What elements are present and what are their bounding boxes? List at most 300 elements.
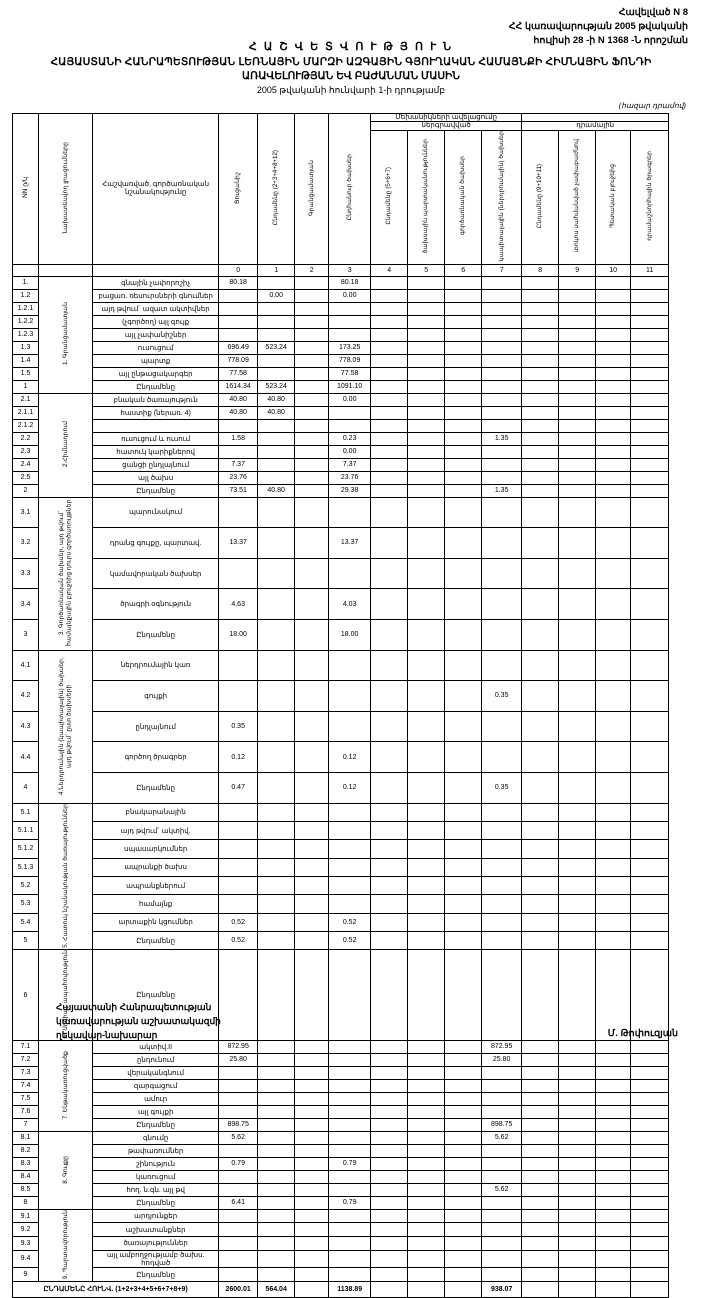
cell-col-6 [445,1237,482,1251]
cell-col-6 [445,895,482,913]
cell-col-9 [559,803,596,821]
cell-col-8 [522,772,559,803]
cell-col-3 [329,1183,371,1196]
cell-col-9 [559,419,596,432]
row-label: հաստիք (ներառ. 4) [93,406,219,419]
row-label: շինություն [93,1157,219,1170]
cell-col-1 [258,1250,295,1268]
cell-col-8 [522,1196,559,1209]
row-number: 2 [13,484,39,497]
cell-col-1 [258,302,295,315]
table-row [13,315,669,328]
cell-col-0 [219,328,258,341]
cell-col-6 [445,1079,482,1092]
cell-col-4 [371,484,408,497]
row-label: Ընդամենը [93,1268,219,1282]
cell-col-5 [408,328,445,341]
cell-col-8 [522,406,559,419]
cell-col-5 [408,432,445,445]
cell-col-3: 0.00 [329,445,371,458]
row-number: 3.2 [13,528,39,559]
cell-col-6 [445,393,482,406]
unit-note: (հազար դրամով) [618,101,686,110]
col-header-4: Ընդամենը (5+6+7) [385,167,393,225]
table-row [13,1250,669,1268]
cell-col-10 [596,432,631,445]
cell-col-9 [559,354,596,367]
cell-col-4 [371,302,408,315]
cell-col-2 [295,328,329,341]
row-number: 5.1 [13,803,39,821]
cell-col-0: 77.58 [219,367,258,380]
cell-col-10 [596,681,631,712]
row-number: 2.3 [13,445,39,458]
row-label: համայնք [93,895,219,913]
cell-col-6 [445,458,482,471]
cell-col-1: 40.80 [258,484,295,497]
cell-col-3 [329,497,371,528]
row-group-label: 3. Գործառնական ծախսեր, այդ թվում` համայնքային բյուջեից դուրս գործառույթներ [39,497,93,650]
cell-col-10 [596,528,631,559]
cell-col-9 [559,711,596,742]
cell-col-10 [596,931,631,949]
table-row [13,913,669,931]
cell-col-10 [596,589,631,620]
cell-col-9 [559,1118,596,1131]
row-label: կամավորական ծախսեր [93,558,219,589]
cell-col-0: 80.18 [219,276,258,289]
row-label: վերականգնում [93,1066,219,1079]
cell-col-2 [295,1092,329,1105]
cell-col-0 [219,302,258,315]
cell-col-7 [482,619,522,650]
row-label: բնական ծառայություն [93,393,219,406]
cell-col-11 [631,1237,669,1251]
cell-col-2 [295,341,329,354]
row-label: պարունակում [93,497,219,528]
cell-col-6 [445,1118,482,1131]
table-row [13,821,669,839]
cell-col-2 [295,1144,329,1157]
cell-col-9 [559,289,596,302]
total-label: ԸՆԴԱՄԵՆԸ ՀՈՒՆՎ. (1+2+3+4+5+6+7+8+9) [13,1281,219,1297]
cell-col-11 [631,471,669,484]
row-label: ապրանքներում [93,876,219,894]
cell-col-8 [522,432,559,445]
cell-col-9 [559,406,596,419]
cell-col-10 [596,1144,631,1157]
cell-col-1 [258,1183,295,1196]
cell-col-9 [559,432,596,445]
row-label: կառուցում [93,1170,219,1183]
cell-col-6 [445,1196,482,1209]
cell-col-5 [408,1144,445,1157]
cell-col-10 [596,380,631,393]
cell-col-6 [445,1209,482,1223]
cell-col-3: 7.37 [329,458,371,471]
row-label: հատուկ կարիքներով [93,445,219,458]
cell-col-7 [482,328,522,341]
cell-col-6 [445,931,482,949]
cell-col-7: 872.95 [482,1040,522,1053]
cell-col-6 [445,1157,482,1170]
total-cell-col-0: 2600.01 [219,1281,258,1297]
cell-col-7 [482,1066,522,1079]
table-row [13,419,669,432]
cell-col-11 [631,393,669,406]
cell-col-6 [445,1268,482,1282]
table-row [13,589,669,620]
table-row [13,1092,669,1105]
col-header-10: Պետական բյուջեից [609,163,617,228]
cell-col-11 [631,458,669,471]
cell-col-9 [559,681,596,712]
cell-col-10 [596,1131,631,1144]
row-number: 1.2 [13,289,39,302]
cell-col-1 [258,1157,295,1170]
cell-col-11 [631,445,669,458]
cell-col-5 [408,484,445,497]
cell-col-5 [408,1223,445,1237]
cell-col-9 [559,1250,596,1268]
cell-col-3 [329,558,371,589]
cell-col-8 [522,315,559,328]
cell-col-0 [219,1268,258,1282]
col-header-sub-left: ներգրավված [371,122,522,130]
table-row [13,1131,669,1144]
cell-col-9 [559,1196,596,1209]
colnum-c [93,264,219,276]
table-row [13,458,669,471]
cell-col-3 [329,1040,371,1053]
row-label: ծրագրի օգնություն [93,589,219,620]
cell-col-10 [596,1237,631,1251]
cell-col-0 [219,445,258,458]
cell-col-11 [631,380,669,393]
cell-col-7 [482,1144,522,1157]
row-number: 2.1.2 [13,419,39,432]
cell-col-8 [522,528,559,559]
cell-col-6 [445,419,482,432]
cell-col-5 [408,1053,445,1066]
cell-col-8 [522,471,559,484]
row-number: 4.3 [13,711,39,742]
cell-col-1 [258,876,295,894]
cell-col-8 [522,1183,559,1196]
col-header-purpose: Հաշվառված, գործառնական նշանակությունը [102,181,210,196]
cell-col-8 [522,1209,559,1223]
cell-col-3: 77.58 [329,367,371,380]
cell-col-2 [295,1196,329,1209]
cell-col-11 [631,302,669,315]
cell-col-10 [596,1079,631,1092]
colnum-2: 2 [295,264,329,276]
cell-col-6 [445,445,482,458]
row-label: ընդլայնում [93,711,219,742]
cell-col-0: 5.62 [219,1131,258,1144]
cell-col-1: 0.00 [258,289,295,302]
cell-col-0 [219,497,258,528]
total-cell-col-3: 1138.89 [329,1281,371,1297]
cell-col-3 [329,1268,371,1282]
cell-col-8 [522,1118,559,1131]
cell-col-0 [219,1066,258,1079]
cell-col-5 [408,1105,445,1118]
table-row [13,484,669,497]
cell-col-10 [596,302,631,315]
cell-col-7 [482,471,522,484]
row-label: այլ ընթացակարգեր [93,367,219,380]
cell-col-7 [482,367,522,380]
row-number: 8.5 [13,1183,39,1196]
cell-col-5 [408,619,445,650]
cell-col-6 [445,1105,482,1118]
row-label: ակտիվ.II [93,1040,219,1053]
row-number: 1. [13,276,39,289]
cell-col-11 [631,276,669,289]
cell-col-11 [631,858,669,876]
cell-col-11 [631,432,669,445]
cell-col-0 [219,1105,258,1118]
cell-col-1: 40.80 [258,393,295,406]
cell-col-4 [371,471,408,484]
page-title: Հ Ա Շ Վ Ե Տ Վ Ո Ւ Թ Յ Ո Ւ Ն [248,41,454,53]
row-label: դրանց գույքը, պարտավ. [93,528,219,559]
cell-col-7 [482,913,522,931]
cell-col-3: 0.12 [329,772,371,803]
cell-col-5 [408,341,445,354]
row-number: 3.4 [13,589,39,620]
subtitle-2: ԱՌԱՎԵԼՈՒԹՅԱՆ ԵՎ ԲԱԺԱՆՄԱՆ ՄԱՍԻՆ [242,70,460,82]
cell-col-9 [559,650,596,681]
cell-col-1 [258,315,295,328]
colnum-9: 9 [559,264,596,276]
cell-col-4 [371,876,408,894]
cell-col-1 [258,1079,295,1092]
cell-col-10 [596,558,631,589]
table-row [13,328,669,341]
cell-col-11 [631,1183,669,1196]
cell-col-7 [482,341,522,354]
table-row [13,1157,669,1170]
cell-col-9 [559,1268,596,1282]
report-table-body [13,276,669,1297]
cell-col-8 [522,681,559,712]
cell-col-2 [295,1053,329,1066]
cell-col-1 [258,895,295,913]
cell-col-4 [371,858,408,876]
cell-col-5 [408,419,445,432]
cell-col-1 [258,650,295,681]
cell-col-7 [482,1237,522,1251]
cell-col-6 [445,858,482,876]
cell-col-0 [219,289,258,302]
cell-col-7 [482,742,522,773]
row-label: ցանցի ընդլայնում [93,458,219,471]
cell-col-8 [522,458,559,471]
cell-col-11 [631,840,669,858]
cell-col-6 [445,367,482,380]
row-label: Ընդամենը [93,950,219,1041]
cell-col-4 [371,315,408,328]
cell-col-9 [559,1223,596,1237]
row-label: այլ չափանիշներ [93,328,219,341]
cell-col-11 [631,681,669,712]
cell-col-3: 4.03 [329,589,371,620]
cell-col-2 [295,650,329,681]
cell-col-5 [408,393,445,406]
cell-col-7 [482,650,522,681]
cell-col-11 [631,1040,669,1053]
cell-col-11 [631,315,669,328]
cell-col-4 [371,1040,408,1053]
cell-col-5 [408,406,445,419]
cell-col-3 [329,681,371,712]
cell-col-2 [295,354,329,367]
cell-col-6 [445,742,482,773]
cell-col-6 [445,619,482,650]
cell-col-4 [371,354,408,367]
cell-col-2 [295,289,329,302]
cell-col-5 [408,1209,445,1223]
cell-col-11 [631,328,669,341]
total-cell-col-1: 564.04 [258,1281,295,1297]
colnum-11: 11 [631,264,669,276]
cell-col-6 [445,876,482,894]
table-row [13,1209,669,1223]
cell-col-8 [522,419,559,432]
cell-col-8 [522,484,559,497]
cell-col-9 [559,367,596,380]
cell-col-1 [258,419,295,432]
cell-col-2 [295,1131,329,1144]
cell-col-5 [408,1183,445,1196]
row-number: 1.3 [13,341,39,354]
col-header-9: տոկոս սահմանված չափաբաժնով [573,139,581,253]
cell-col-5 [408,711,445,742]
cell-col-3 [329,840,371,858]
cell-col-9 [559,393,596,406]
cell-col-5 [408,772,445,803]
table-row [13,558,669,589]
row-number: 1.2.3 [13,328,39,341]
cell-col-8 [522,589,559,620]
cell-col-9 [559,471,596,484]
colnum-3: 3 [329,264,371,276]
row-number: 4.1 [13,650,39,681]
cell-col-11 [631,1053,669,1066]
cell-col-11 [631,772,669,803]
cell-col-4 [371,528,408,559]
cell-col-3 [329,650,371,681]
cell-col-1 [258,1118,295,1131]
cell-col-5 [408,1237,445,1251]
cell-col-3 [329,315,371,328]
cell-col-7 [482,1209,522,1223]
cell-col-5 [408,276,445,289]
footer-line-3: ղեկավար-նախարար [56,1030,158,1040]
table-row [13,803,669,821]
cell-col-2 [295,913,329,931]
cell-col-11 [631,711,669,742]
cell-col-11 [631,876,669,894]
cell-col-7 [482,302,522,315]
row-number: 8 [13,1196,39,1209]
cell-col-7: 1.35 [482,484,522,497]
row-number: 2.1 [13,393,39,406]
cell-col-1 [258,589,295,620]
table-row [13,742,669,773]
cell-col-10 [596,289,631,302]
cell-col-4 [371,432,408,445]
cell-col-9 [559,858,596,876]
cell-col-9 [559,619,596,650]
cell-col-3: 0.52 [329,913,371,931]
cell-col-6 [445,711,482,742]
cell-col-8 [522,1092,559,1105]
row-group-label: 1. Գրանցամատյան [39,276,93,393]
cell-col-2 [295,484,329,497]
cell-col-6 [445,803,482,821]
cell-col-1: 523.24 [258,341,295,354]
cell-col-7 [482,354,522,367]
cell-col-5 [408,1066,445,1079]
cell-col-8 [522,497,559,528]
cell-col-0 [219,840,258,858]
cell-col-6 [445,471,482,484]
cell-col-11 [631,406,669,419]
cell-col-0 [219,858,258,876]
col-header-7: կապիտալային (ներդրումային) ծախսեր [497,130,505,262]
cell-col-11 [631,821,669,839]
row-number: 7.6 [13,1105,39,1118]
cell-col-3: 0.00 [329,393,371,406]
row-number: 7.3 [13,1066,39,1079]
cell-col-6 [445,1092,482,1105]
cell-col-7 [482,589,522,620]
cell-col-3 [329,1223,371,1237]
cell-col-2 [295,772,329,803]
cell-col-9 [559,497,596,528]
cell-col-3: 18.00 [329,619,371,650]
cell-col-6 [445,484,482,497]
cell-col-0 [219,1250,258,1268]
table-row [13,1196,669,1209]
cell-col-1 [258,1237,295,1251]
cell-col-1 [258,1268,295,1282]
cell-col-1 [258,528,295,559]
cell-col-3 [329,302,371,315]
cell-col-4 [371,458,408,471]
cell-col-8 [522,341,559,354]
cell-col-0: 872.95 [219,1040,258,1053]
cell-col-10 [596,315,631,328]
colnum-0: 0 [219,264,258,276]
table-row [13,1144,669,1157]
document-title-block [0,40,702,96]
cell-col-9 [559,1144,596,1157]
cell-col-10 [596,650,631,681]
cell-col-4 [371,341,408,354]
cell-col-5 [408,367,445,380]
cell-col-11 [631,558,669,589]
cell-col-5 [408,858,445,876]
cell-col-8 [522,1170,559,1183]
cell-col-8 [522,650,559,681]
cell-col-8 [522,1040,559,1053]
row-label: ծառայություններ [93,1237,219,1251]
total-cell-col-10 [596,1281,631,1297]
